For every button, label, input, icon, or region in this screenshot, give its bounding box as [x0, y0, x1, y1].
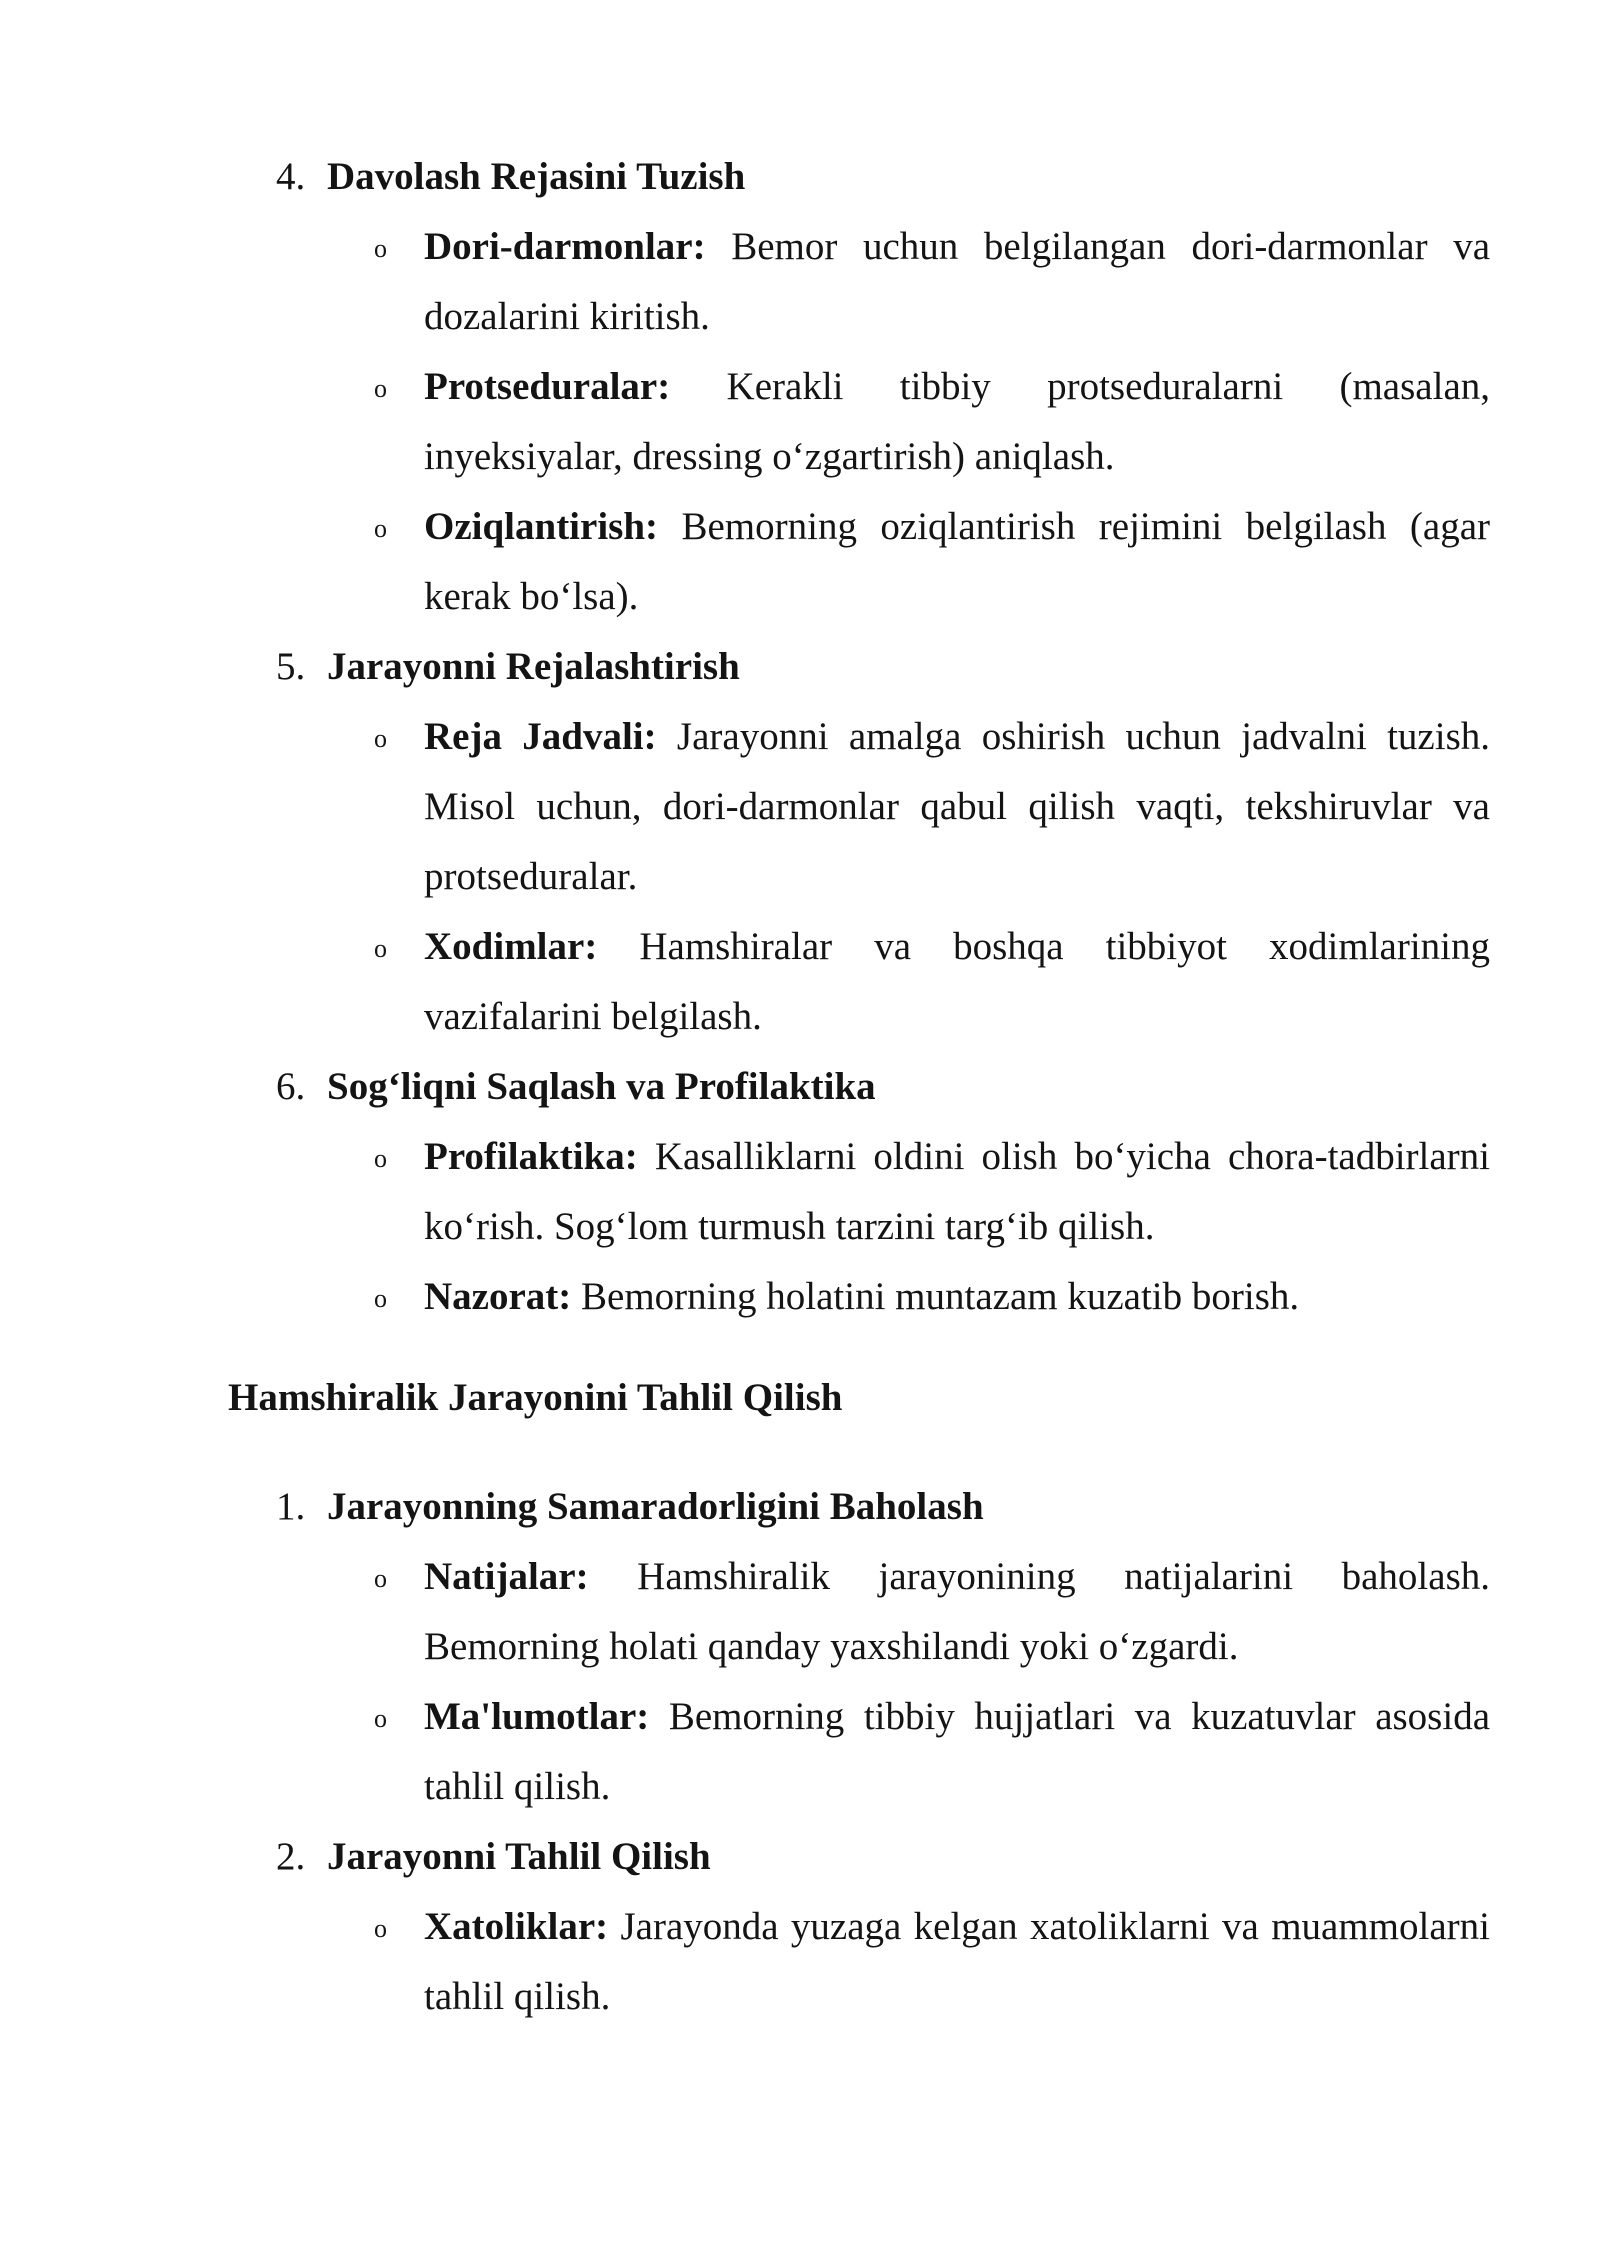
- sub-item-text: [424, 492, 1490, 632]
- section-heading: Hamshiralik Jarayonini Tahlil Qilish: [228, 1376, 843, 1419]
- bullet-marker: o: [374, 934, 387, 963]
- list-item-6: [0, 1052, 1600, 1122]
- sub-item: [0, 212, 1600, 352]
- item-title: Jarayonning Samaradorligini Baholash: [327, 1485, 984, 1528]
- list-item-2: [0, 1822, 1600, 1892]
- sub-item: [0, 912, 1600, 1052]
- sub-item-label: Oziqlantirish:: [424, 505, 659, 548]
- list-item-1: [0, 1472, 1600, 1542]
- sub-item: [0, 492, 1600, 632]
- sub-item-label: Xatoliklar:: [424, 1905, 609, 1948]
- sub-item-body: Kasalliklarni oldini olish bo‘yicha chora-tadbirlarni ko‘rish. Sog‘lom turmush tarzini targ‘ib qilish.: [424, 1135, 1491, 1248]
- sub-item-text: [424, 352, 1490, 492]
- sub-item: [0, 1542, 1600, 1682]
- sub-item: [0, 1262, 1600, 1332]
- sub-item: [0, 702, 1600, 912]
- sub-item-label: Ma'lumotlar:: [424, 1695, 650, 1738]
- item-number: 1.: [276, 1485, 306, 1528]
- bullet-marker: o: [374, 724, 387, 753]
- numbered-list-part1: [0, 142, 1600, 1332]
- sub-item-body: Bemorning tibbiy hujjatlari va kuzatuvlar asosida tahlil qilish.: [424, 1695, 1491, 1808]
- bullet-marker: o: [374, 1564, 387, 1593]
- sub-item-label: Reja Jadvali:: [424, 715, 657, 758]
- sub-item-label: Profilaktika:: [424, 1135, 638, 1178]
- bullet-marker: o: [374, 374, 387, 403]
- sub-item: [0, 1892, 1600, 2032]
- sub-item-body: Hamshiralar va boshqa tibbiyot xodimlarining vazifalarini belgilash.: [424, 925, 1490, 1038]
- sub-item-body: Bemorning oziqlantirish rejimini belgilash (agar kerak bo‘lsa).: [424, 505, 1490, 618]
- sub-item-text: [424, 1262, 1490, 1332]
- sub-item: [0, 1122, 1600, 1262]
- bullet-marker: o: [374, 514, 387, 543]
- sub-item-body: Bemorning holatini muntazam kuzatib borish.: [581, 1275, 1300, 1318]
- item-title: Davolash Rejasini Tuzish: [327, 155, 746, 198]
- item-title: Jarayonni Tahlil Qilish: [327, 1835, 711, 1878]
- list-item-4: [0, 142, 1600, 212]
- sub-item-body: Bemor uchun belgilangan dori-darmonlar va dozalarini kiritish.: [424, 225, 1490, 338]
- bullet-marker: o: [374, 1144, 387, 1173]
- sub-item-body: Jarayonni amalga oshirish uchun jadvalni tuzish. Misol uchun, dori-darmonlar qabul qilish vaqti, tekshiruvlar va protseduralar.: [424, 715, 1490, 898]
- item-number: 2.: [276, 1835, 306, 1878]
- sub-item-text: [424, 1122, 1490, 1262]
- item-number: 6.: [276, 1065, 306, 1108]
- sub-item-text: [424, 912, 1490, 1052]
- bullet-marker: o: [374, 1914, 387, 1943]
- item-title: Jarayonni Rejalashtirish: [327, 645, 740, 688]
- sub-item-text: [424, 1542, 1490, 1682]
- sub-item-text: [424, 1892, 1490, 2032]
- item-number: 4.: [276, 155, 306, 198]
- sub-item-label: Nazorat:: [424, 1275, 572, 1318]
- sub-item: [0, 1682, 1600, 1822]
- item-title: Sog‘liqni Saqlash va Profilaktika: [327, 1065, 876, 1108]
- bullet-marker: o: [374, 1704, 387, 1733]
- list-item-5: [0, 632, 1600, 702]
- sub-item-body: Jarayonda yuzaga kelgan xatoliklarni va muammolarni tahlil qilish.: [424, 1905, 1490, 2018]
- bullet-marker: o: [374, 1284, 387, 1313]
- sub-item: [0, 352, 1600, 492]
- item-number: 5.: [276, 645, 306, 688]
- sub-item-body: Hamshiralik jarayonining natijalarini baholash. Bemorning holati qanday yaxshilandi yoki o‘zgardi.: [424, 1555, 1491, 1668]
- sub-item-label: Dori-darmonlar:: [424, 225, 706, 268]
- sub-item-label: Natijalar:: [424, 1555, 589, 1598]
- bullet-marker: o: [374, 234, 387, 263]
- sub-item-text: [424, 1682, 1490, 1822]
- sub-item-text: [424, 702, 1490, 912]
- sub-item-text: [424, 212, 1490, 352]
- sub-item-label: Xodimlar:: [424, 925, 598, 968]
- sub-item-label: Protseduralar:: [424, 365, 671, 408]
- sub-item-body: Kerakli tibbiy protseduralarni (masalan, inyeksiyalar, dressing o‘zgartirish) aniqlash.: [424, 365, 1491, 478]
- numbered-list-part2: [0, 1472, 1600, 2032]
